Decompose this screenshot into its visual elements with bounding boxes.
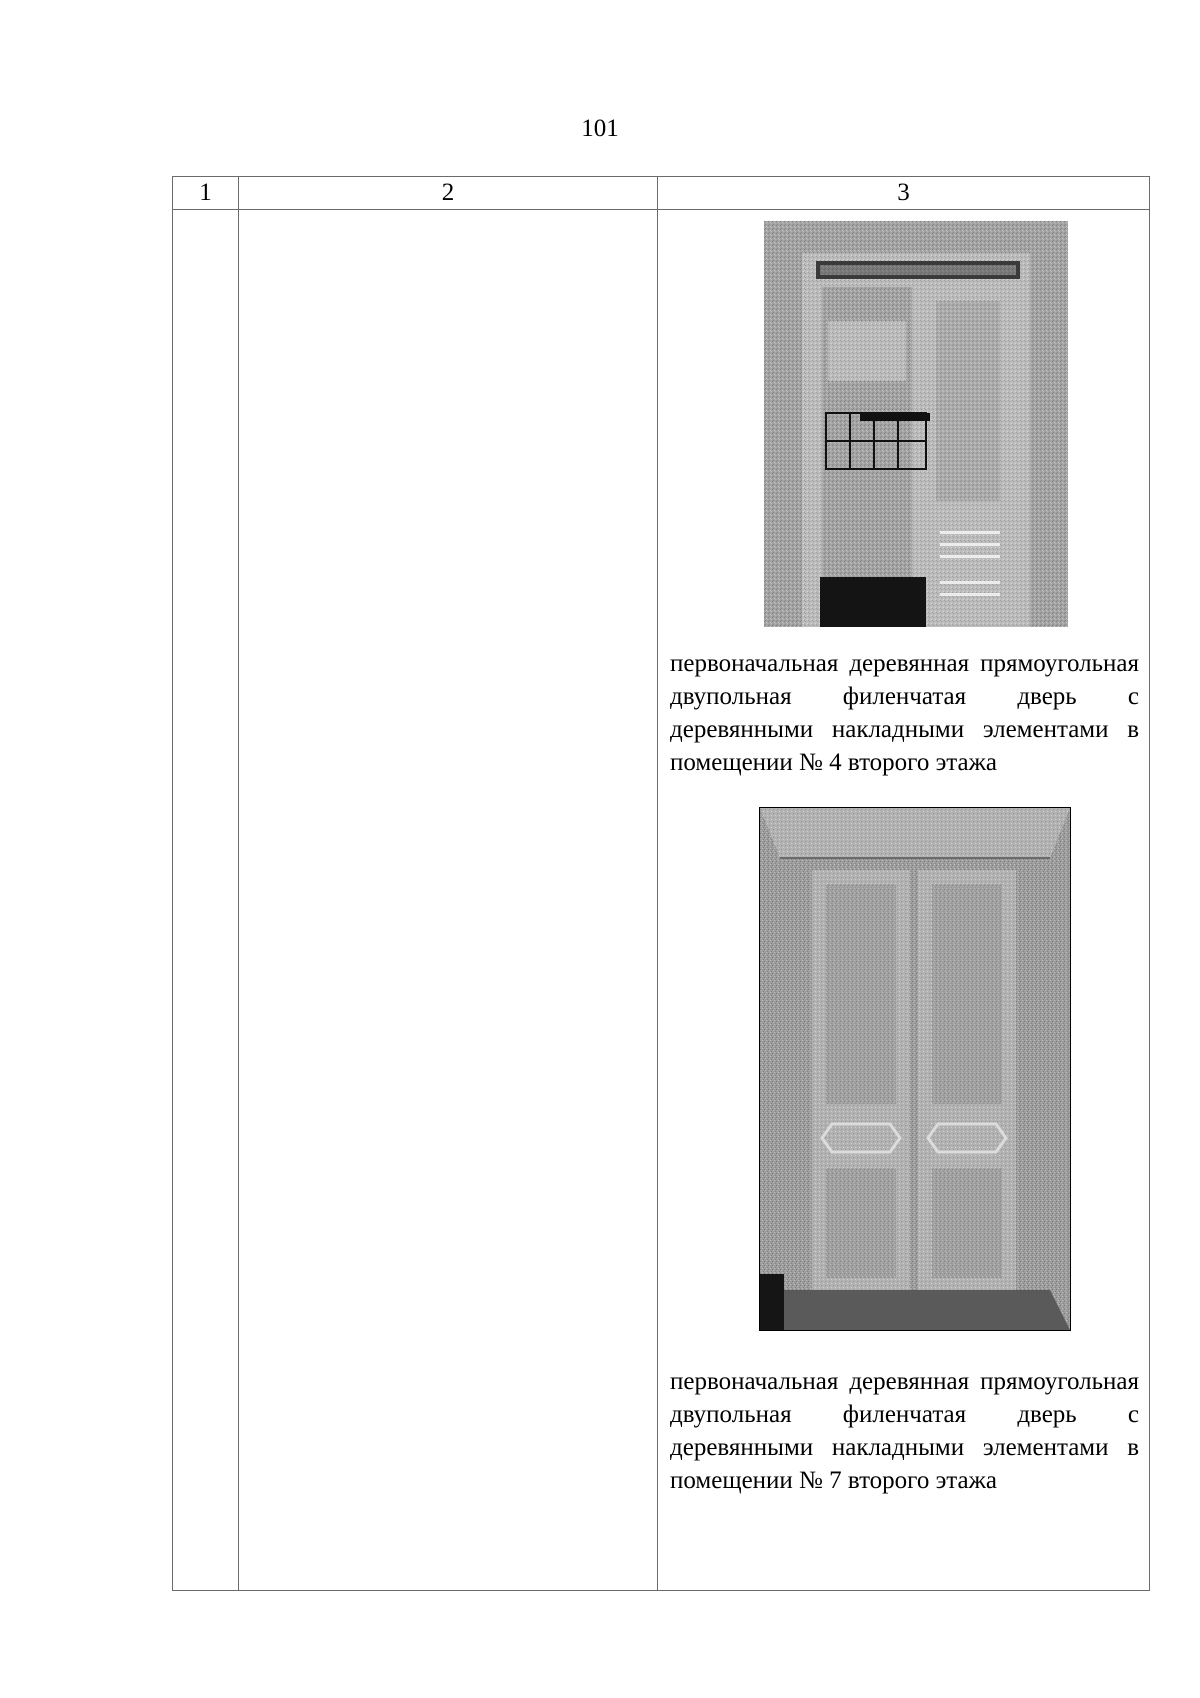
door-caption-room-4: первоначальная деревянная прямоугольная двупольная филенчатая дверь с деревянными накладными элементами в помещении № 4 второго этажа [670,650,1139,776]
header-cell-1: 1 [173,177,239,210]
header-cell-3: 3 [658,177,1150,210]
page-number: 101 [581,115,619,142]
cell-col-1 [173,210,239,1591]
cell-col-3 [658,210,1150,1591]
door-photo-room-7 [759,807,1071,1331]
heritage-table [172,176,1150,1591]
table-row [173,210,1150,1591]
table-header-row [173,177,1150,210]
door-photo-room-4 [764,221,1068,627]
header-cell-2: 2 [239,177,658,210]
cell-col-2 [239,210,658,1591]
door-caption-room-7: первоначальная деревянная прямоугольная двупольная филенчатая дверь с деревянными накладными элементами в помещении № 7 второго этажа [670,1368,1139,1494]
